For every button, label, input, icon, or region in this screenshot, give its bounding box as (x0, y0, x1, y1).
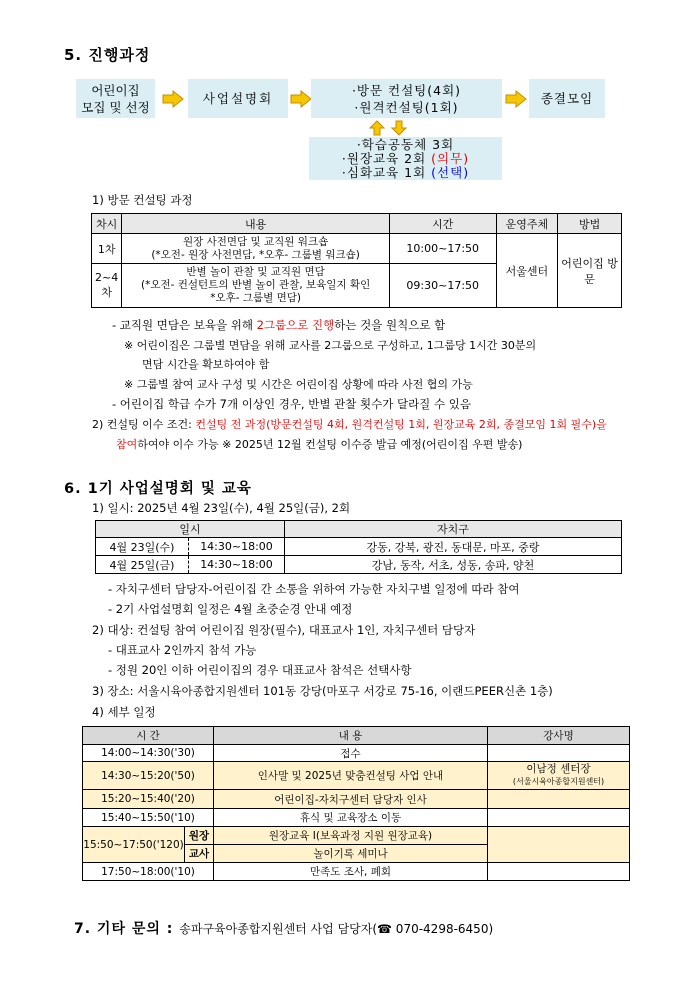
table-header: 자치구 (285, 521, 622, 538)
table-header: 내용 (122, 214, 390, 234)
flow-box-consulting-line2: ·원격컨설팅(1회) (354, 99, 459, 115)
flow-box-education-line2: ·원장교육 2회 (341, 150, 427, 166)
session-cell: 1차 (92, 234, 122, 264)
table-row (96, 556, 622, 574)
contact-info: 송파구육아종합지원센터 사업 담당자(☎ 070-4298-6450) (179, 922, 494, 936)
detail-schedule-table (82, 726, 630, 881)
content-cell: 놀이기록 세미나 (214, 845, 488, 863)
note-line: - 정원 20인 이하 어린이집의 경우 대표교사 참석은 선택사항 (108, 663, 412, 677)
flow-box-education-line3: ·심화교육 1회 (341, 164, 427, 180)
method-cell: 어린이집 방문 (558, 234, 622, 308)
content-line: *오후- 그룹별 면담) (210, 292, 302, 304)
note-line (92, 416, 607, 432)
lecturer-cell (488, 745, 630, 762)
arrow-up-down-icon (369, 120, 411, 136)
operator-cell: 서울센터 (496, 234, 558, 308)
table-header: 일시 (96, 521, 285, 538)
table-header: 강사명 (488, 727, 630, 745)
table-header: 방법 (558, 214, 622, 234)
flow-box-closing-label: 종결모임 (540, 91, 594, 106)
lecturer-cell (488, 762, 630, 790)
visit-consulting-heading: 1) 방문 컨설팅 과정 (92, 193, 193, 207)
note-highlight: 컨설팅 전 과정(방문컨설팅 4회, 원격컨설팅 1회, 원장교육 2회, 종결모임 1회 필수)을 (195, 418, 607, 431)
table-header: 차시 (92, 214, 122, 234)
note-text: 하여야 이수 가능 ※ 2025년 12월 컨설팅 이수증 발급 예정(어린이집 우편 발송) (137, 438, 523, 451)
time-cell: 09:30~17:50 (389, 264, 496, 308)
lecturer-org: (서울시육아종합지원센터) (512, 777, 605, 786)
time-cell: 15:20~15:40('20) (83, 790, 214, 809)
content-cell: 어린이집-자치구센터 담당자 인사 (214, 790, 488, 809)
section6-title: 6. 1기 사업설명회 및 교육 (64, 481, 252, 497)
note-line: - 자치구센터 담당자-어린이집 간 소통을 위하여 가능한 자치구별 일정에 따라 참여 (108, 582, 520, 596)
note-line: - 대표교사 2인까지 참석 가능 (108, 643, 257, 657)
flow-box-briefing (188, 79, 288, 118)
table-header: 운영주체 (496, 214, 558, 234)
visit-consulting-table (91, 213, 622, 308)
time-cell: 14:30~18:00 (189, 556, 285, 574)
table-header: 시간 (389, 214, 496, 234)
flow-box-briefing-label: 사업설명회 (202, 91, 274, 106)
district-cell: 강남, 동작, 서초, 성동, 송파, 양천 (285, 556, 622, 574)
arrow-right-icon (505, 90, 527, 108)
briefing-schedule-table (95, 520, 622, 574)
time-cell: 14:00~14:30('30) (83, 745, 214, 762)
table-row (83, 809, 630, 827)
table-row (83, 863, 630, 881)
table-row (83, 762, 630, 790)
time-cell: 15:40~15:50('10) (83, 809, 214, 827)
flow-box-education-line1: ·학습공동체 3회 (356, 136, 455, 152)
content-line: 원장 사전면담 및 교직원 워크숍 (183, 235, 329, 248)
role-cell: 교사 (185, 845, 214, 863)
flow-box-consulting-line1: ·방문 컨설팅(4회) (351, 82, 462, 98)
lecturer-cell (488, 863, 630, 881)
note-line: ※ 그룹별 참여 교사 구성 및 시간은 어린이집 상황에 따라 사전 협의 가능 (124, 378, 473, 391)
note-line (112, 317, 445, 333)
flow-box-recruit (76, 79, 155, 118)
flow-box-recruit-line2: 모집 및 선정 (81, 99, 150, 115)
note-line: ※ 어린이집은 그룹별 면담을 위해 교사를 2그룹으로 구성하고, 1그룹당 1시간 30분의 (124, 339, 537, 352)
table-row (83, 827, 630, 845)
lecturer-name: 이남정 센터장 (526, 763, 591, 775)
section5-title: 5. 진행과정 (64, 46, 151, 64)
date-cell: 4월 23일(수) (96, 538, 189, 556)
flow-box-closing (529, 79, 605, 118)
flow-box-consulting (311, 79, 502, 118)
content-line: (*오전- 원장 사전면담, *오후- 그룹별 워크숍) (151, 248, 360, 261)
target-heading: 2) 대상: 컨설팅 참여 어린이집 원장(필수), 대표교사 1인, 자치구센터 담당자 (92, 623, 476, 637)
content-cell: 인사말 및 2025년 맞춤컨설팅 사업 안내 (214, 762, 488, 790)
note-text: 2) 컨설팅 이수 조건: (92, 418, 196, 431)
note-highlight: 2그룹으로 진행 (256, 318, 335, 332)
time-cell: 17:50~18:00('10) (83, 863, 214, 881)
time-cell: 14:30~15:20('50) (83, 762, 214, 790)
venue-heading: 3) 장소: 서울시육아종합지원센터 101동 강당(마포구 서강로 75-16, 이랜드PEER신촌 1층) (92, 684, 553, 698)
section7-title: 7. 기타 문의 : (74, 921, 180, 937)
session-cell: 2~4차 (92, 264, 122, 308)
note-line: - 어린이집 학급 수가 7개 이상인 경우, 반별 관찰 횟수가 달라질 수 있음 (112, 397, 471, 411)
lecturer-cell (488, 827, 630, 863)
time-cell: 15:50~17:50('120) (83, 827, 185, 863)
flow-box-education (309, 137, 502, 180)
note-line: 면담 시간을 확보하여야 함 (142, 358, 270, 371)
date-cell: 4월 25일(금) (96, 556, 189, 574)
content-line: (*오전- 컨설턴트의 반별 놀이 관찰, 보육일지 확인 (141, 279, 371, 291)
table-row (92, 234, 622, 264)
note-line (116, 436, 522, 452)
table-row (83, 745, 630, 762)
content-cell: 접수 (214, 745, 488, 762)
section7-heading (74, 918, 493, 938)
note-highlight: 참여 (116, 438, 138, 451)
district-cell: 강동, 강북, 광진, 동대문, 마포, 중랑 (285, 538, 622, 556)
note-line: - 2기 사업설명회 일정은 4월 초중순경 안내 예정 (108, 602, 353, 616)
content-cell (122, 234, 390, 264)
table-header: 시 간 (83, 727, 214, 745)
note-text: - 교직원 면담은 보육을 위해 (112, 318, 257, 332)
content-cell: 만족도 조사, 폐회 (214, 863, 488, 881)
schedule-heading: 1) 일시: 2025년 4월 23일(수), 4월 25일(금), 2회 (92, 501, 351, 515)
content-cell: 원장교육 Ⅰ(보육과정 지원 원장교육) (214, 827, 488, 845)
content-line: 반별 놀이 관찰 및 교직원 면담 (186, 266, 325, 278)
content-cell: 휴식 및 교육장소 이동 (214, 809, 488, 827)
time-cell: 10:00~17:50 (389, 234, 496, 264)
table-row (96, 538, 622, 556)
detail-schedule-heading: 4) 세부 일정 (92, 705, 156, 719)
role-cell: 원장 (185, 827, 214, 845)
table-row (83, 790, 630, 809)
arrow-right-icon (290, 90, 312, 108)
table-header: 내 용 (214, 727, 488, 745)
arrow-right-icon (162, 90, 184, 108)
optional-tag: (선택) (431, 164, 470, 180)
lecturer-cell (488, 790, 630, 809)
note-text: 하는 것을 원칙으로 함 (334, 318, 446, 332)
mandatory-tag: (의무) (431, 150, 470, 166)
lecturer-cell (488, 809, 630, 827)
content-cell (122, 264, 390, 308)
time-cell: 14:30~18:00 (189, 538, 285, 556)
flow-box-recruit-line1: 어린이집 (91, 82, 140, 98)
